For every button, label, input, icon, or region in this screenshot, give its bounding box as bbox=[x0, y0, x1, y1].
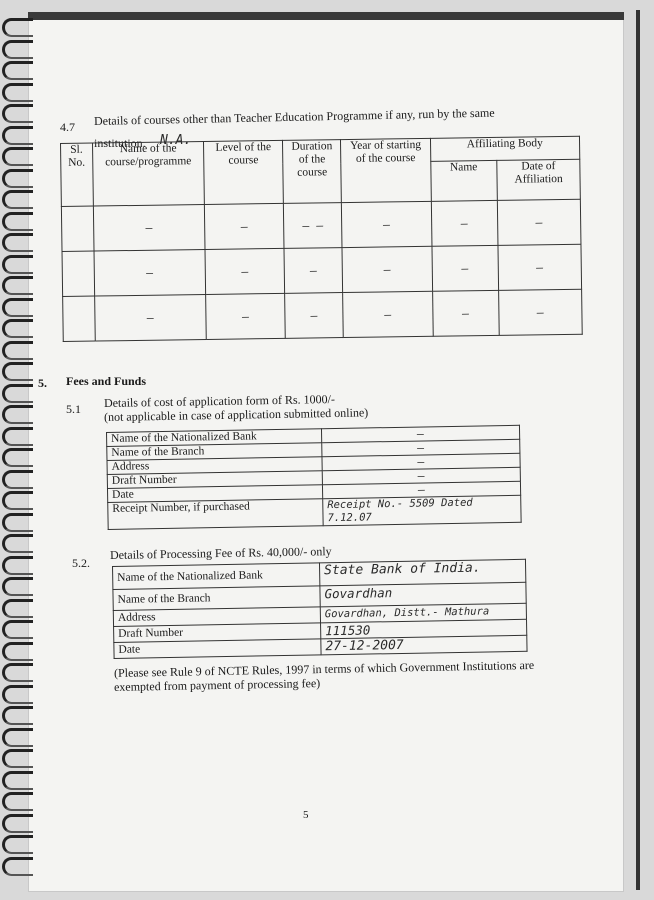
table-cell: – bbox=[497, 199, 581, 245]
field-label: Name of the Nationalized Bank bbox=[113, 563, 320, 590]
field-value: 111530 bbox=[321, 619, 527, 639]
binding-ring bbox=[2, 577, 33, 596]
table-cell bbox=[63, 296, 95, 341]
binding-ring bbox=[2, 276, 33, 295]
processing-fee-table bbox=[112, 559, 528, 659]
binding-ring bbox=[2, 319, 33, 338]
table-cell: – bbox=[432, 290, 499, 336]
header-level: Level of the course bbox=[204, 140, 284, 204]
table-cell: – bbox=[342, 201, 432, 247]
section-title: Fees and Funds bbox=[66, 374, 147, 388]
table-row bbox=[62, 244, 582, 296]
binding-ring bbox=[2, 104, 33, 123]
header-year: Year of starting of the course bbox=[341, 138, 431, 202]
section-heading: Details of Processing Fee of Rs. 40,000/- only bbox=[109, 544, 332, 562]
binding-ring bbox=[2, 298, 33, 317]
binding-ring bbox=[2, 233, 33, 252]
field-value: – bbox=[322, 481, 520, 498]
field-label: Address bbox=[113, 607, 320, 627]
binding-ring bbox=[2, 212, 33, 231]
section-heading-cont: institution. bbox=[94, 136, 146, 150]
binding-ring bbox=[2, 728, 33, 747]
table-cell: – bbox=[342, 246, 432, 292]
binding-ring bbox=[2, 18, 33, 37]
binding-ring bbox=[2, 792, 33, 811]
page-number: 5 bbox=[303, 809, 309, 821]
table-cell: – bbox=[343, 291, 433, 337]
binding-ring bbox=[2, 835, 33, 854]
binding-ring bbox=[2, 147, 33, 166]
binding-ring bbox=[2, 61, 33, 80]
field-label: Draft Number bbox=[107, 471, 322, 489]
section-heading: Details of courses other than Teacher Education Programme if any, run by the same bbox=[93, 105, 495, 128]
page-top-edge bbox=[28, 12, 624, 20]
field-label: Address bbox=[107, 457, 322, 475]
field-label: Name of the Branch bbox=[107, 443, 322, 461]
table-row bbox=[63, 289, 583, 341]
binding-ring bbox=[2, 341, 33, 360]
field-label: Date bbox=[114, 639, 321, 659]
binding-ring bbox=[2, 190, 33, 209]
processing-fee-note-cont: exempted from payment of processing fee) bbox=[113, 676, 321, 694]
field-label: Receipt Number, if purchased bbox=[108, 499, 323, 530]
table-cell: – bbox=[94, 249, 206, 296]
section-number: 5.1 bbox=[66, 402, 81, 416]
field-value: Govardhan, Distt.- Mathura bbox=[320, 603, 526, 623]
header-affiliating-body: Affiliating Body bbox=[430, 136, 580, 161]
header-course-name: Name of the course/programme bbox=[92, 141, 204, 206]
section-number: 5. bbox=[38, 376, 47, 390]
field-label: Name of the Branch bbox=[113, 586, 320, 611]
field-value: – bbox=[322, 467, 520, 484]
application-fee-table bbox=[106, 425, 522, 530]
field-label: Draft Number bbox=[114, 623, 321, 643]
binding-ring bbox=[2, 857, 33, 876]
table-cell: – bbox=[431, 245, 498, 291]
table-cell: – bbox=[205, 203, 284, 249]
binding-ring bbox=[2, 362, 33, 381]
binding-ring bbox=[2, 534, 33, 553]
section-note: (not applicable in case of application submitted online) bbox=[103, 405, 369, 424]
binding-ring bbox=[2, 749, 33, 768]
binding-ring bbox=[2, 448, 33, 467]
table-cell: – bbox=[431, 200, 498, 246]
header-aff-date: Date of Affiliation bbox=[497, 159, 581, 200]
field-value: – bbox=[321, 425, 519, 442]
table-cell: – – bbox=[283, 203, 342, 249]
field-value: Receipt No.- 5509 Dated 7.12.07 bbox=[323, 495, 521, 525]
binding-ring bbox=[2, 599, 33, 618]
table-cell: – bbox=[93, 204, 205, 251]
table-cell: – bbox=[284, 248, 343, 294]
table-row bbox=[61, 199, 581, 251]
header-duration: Duration of the course bbox=[283, 140, 342, 204]
binding-ring bbox=[2, 405, 33, 424]
field-value: State Bank of India. bbox=[319, 559, 525, 586]
binding-ring bbox=[2, 40, 33, 59]
binding-ring bbox=[2, 771, 33, 790]
table-cell: – bbox=[499, 289, 583, 335]
section-heading: Details of cost of application form of Rs. 1000/- bbox=[103, 391, 336, 410]
table-cell: – bbox=[94, 294, 206, 341]
table-cell bbox=[62, 251, 94, 296]
table-cell bbox=[61, 206, 93, 251]
binding-ring bbox=[2, 384, 33, 403]
header-sl: Sl. No. bbox=[61, 143, 94, 206]
binding-ring bbox=[2, 427, 33, 446]
table-cell: – bbox=[206, 293, 285, 339]
field-label: Date bbox=[107, 485, 322, 503]
binding-ring bbox=[2, 83, 33, 102]
field-value: 27-12-2007 bbox=[321, 635, 527, 655]
binding-ring bbox=[2, 491, 33, 510]
binding-ring bbox=[2, 255, 33, 274]
binding-ring bbox=[2, 470, 33, 489]
binding-ring bbox=[2, 513, 33, 532]
binding-ring bbox=[2, 556, 33, 575]
binding-ring bbox=[2, 620, 33, 639]
binding-ring bbox=[2, 663, 33, 682]
binding-ring bbox=[2, 706, 33, 725]
field-value: – bbox=[322, 439, 520, 456]
binding-ring bbox=[2, 685, 33, 704]
header-aff-name: Name bbox=[430, 160, 497, 201]
binding-ring bbox=[2, 642, 33, 661]
spiral-binding bbox=[0, 18, 34, 898]
binding-ring bbox=[2, 814, 33, 833]
section-number: 4.7 bbox=[60, 120, 75, 134]
binding-ring bbox=[2, 169, 33, 188]
table-cell: – bbox=[205, 248, 284, 294]
page-right-edge bbox=[636, 10, 640, 890]
field-value: – bbox=[322, 453, 520, 470]
section-number: 5.2. bbox=[72, 556, 90, 570]
field-value: Govardhan bbox=[320, 582, 526, 607]
field-label: Name of the Nationalized Bank bbox=[107, 429, 322, 447]
processing-fee-note: (Please see Rule 9 of NCTE Rules, 1997 in terms of which Government Institutions are bbox=[113, 657, 535, 680]
courses-table bbox=[60, 133, 583, 342]
binding-ring bbox=[2, 126, 33, 145]
table-cell: – bbox=[498, 244, 582, 290]
handwritten-na: N.A. bbox=[160, 133, 192, 148]
table-cell: – bbox=[285, 293, 344, 339]
